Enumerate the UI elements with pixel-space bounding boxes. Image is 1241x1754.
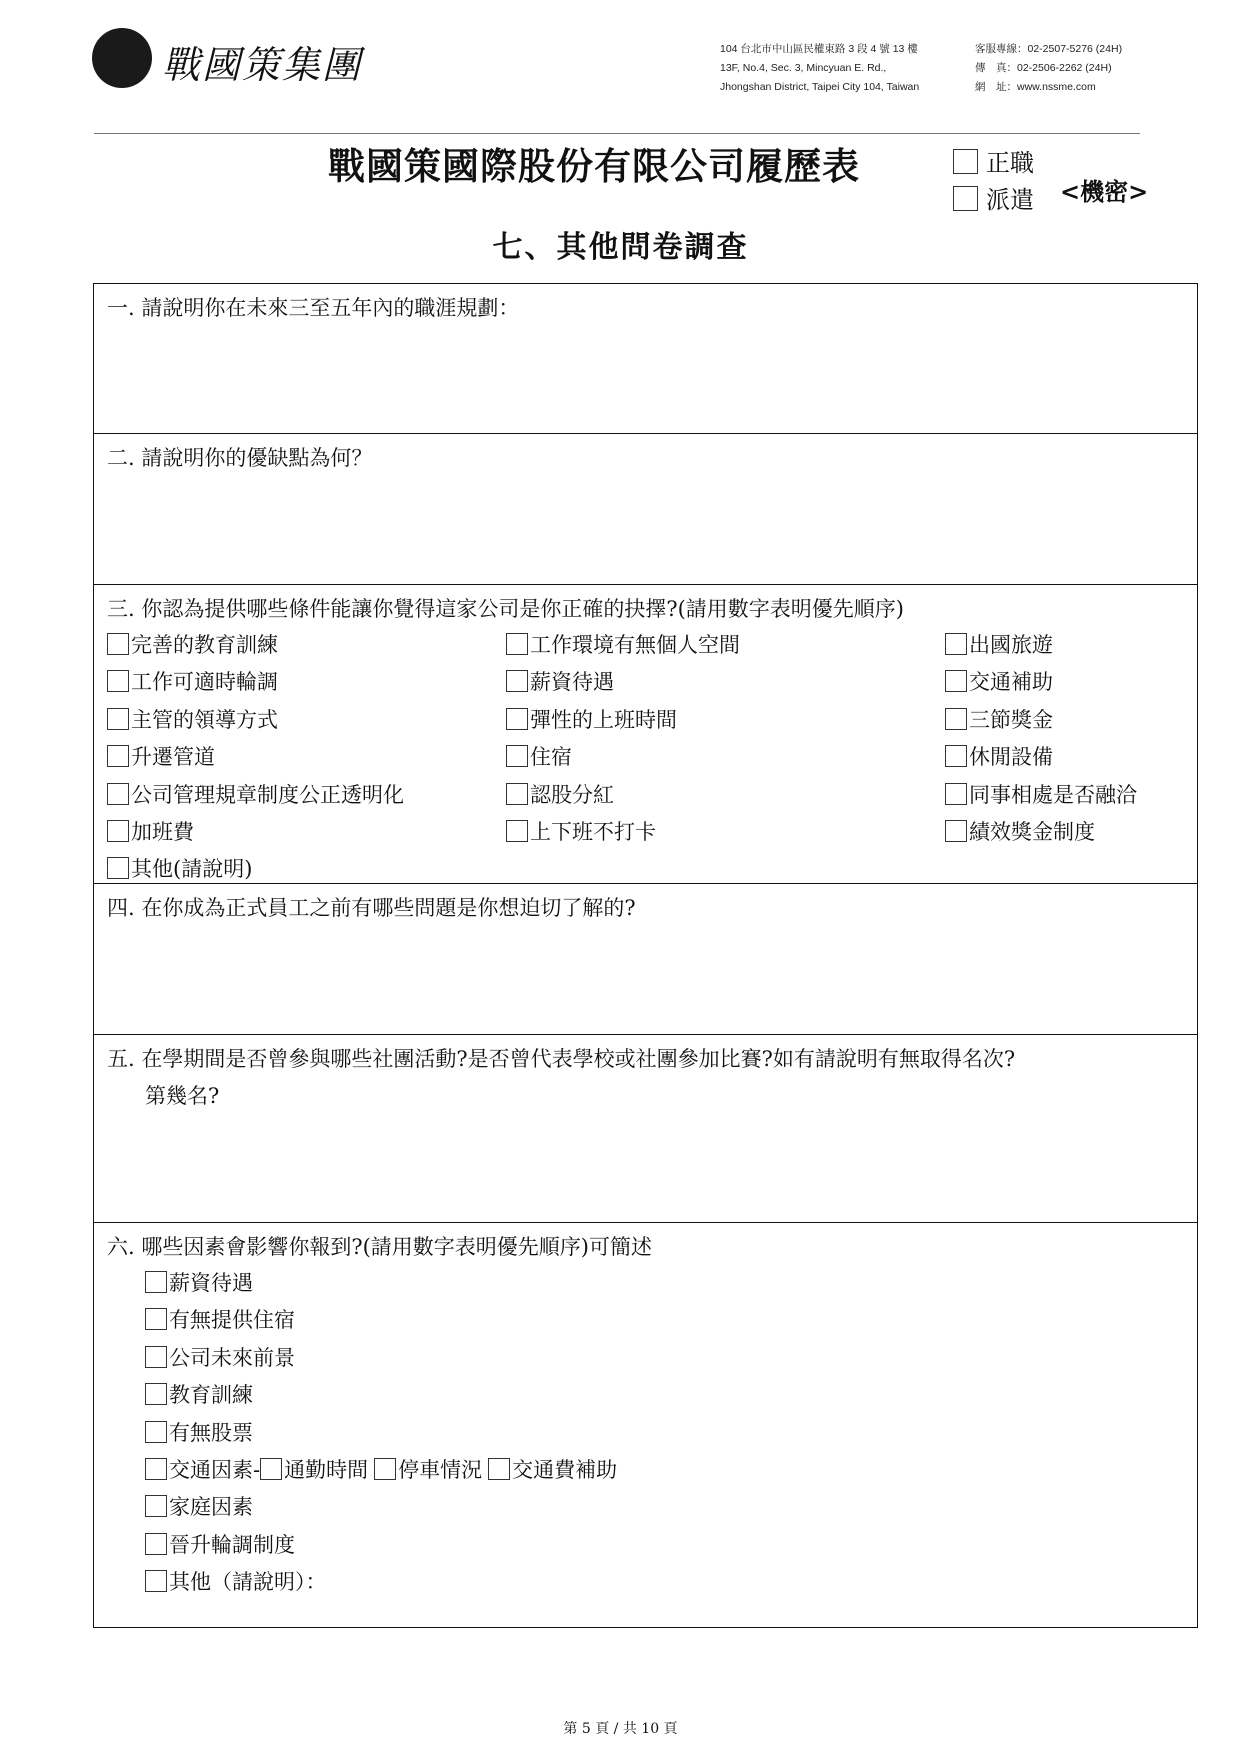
address-line: Jhongshan District, Taipei City 104, Taiwan (720, 81, 920, 93)
option-label: 其他（請說明）： (169, 1570, 327, 1594)
option-item[interactable] (107, 819, 194, 845)
option-label: 其他(請說明) (131, 857, 253, 881)
checkbox[interactable] (945, 745, 967, 767)
checkbox[interactable] (945, 820, 967, 842)
option-label: 家庭因素 (169, 1495, 253, 1519)
confidential-label: <機密> (1060, 177, 1149, 206)
question-label: 五. 在學期間是否曾參與哪些社團活動?是否曾代表學校或社團參加比賽?如有請說明有無取得名次? (107, 1047, 1016, 1071)
option-label: 認股分紅 (530, 783, 614, 807)
checkbox[interactable] (506, 708, 528, 730)
option-item[interactable] (506, 744, 572, 770)
question-4[interactable] (94, 884, 1197, 1035)
checkbox[interactable] (145, 1421, 167, 1443)
checkbox[interactable] (506, 670, 528, 692)
checkbox[interactable] (145, 1308, 167, 1330)
option-label: 工作可適時輪調 (131, 670, 278, 694)
option-item[interactable] (506, 782, 614, 808)
checkbox-label: 正職 (986, 149, 1034, 177)
question-label: 一. 請說明你在未來三至五年內的職涯規劃： (107, 296, 520, 320)
question-6 (94, 1223, 1197, 1629)
option-label: 薪資待遇 (530, 670, 614, 694)
option-item[interactable] (145, 1345, 295, 1371)
option-label: 加班費 (131, 820, 194, 844)
option-item[interactable] (145, 1420, 253, 1446)
logo-text: 戰國策集團 (162, 43, 363, 87)
option-label: 三節獎金 (969, 708, 1053, 732)
checkbox[interactable] (945, 633, 967, 655)
contact-fax: 傳 真：02-2506-2262 (24H) (975, 62, 1112, 74)
checkbox[interactable] (107, 745, 129, 767)
checkbox[interactable] (945, 783, 967, 805)
option-label: 完善的教育訓練 (131, 633, 278, 657)
question-label: 二. 請說明你的優缺點為何？ (107, 446, 373, 470)
option-label: 薪資待遇 (169, 1271, 253, 1295)
option-item[interactable] (945, 819, 1095, 845)
sub-option-label: 停車情況 (398, 1458, 483, 1482)
checkbox[interactable] (506, 783, 528, 805)
checkbox[interactable] (107, 783, 129, 805)
question-label: 四. 在你成為正式員工之前有哪些問題是你想迫切了解的? (107, 896, 636, 920)
option-item[interactable] (506, 669, 614, 695)
checkbox[interactable] (107, 670, 129, 692)
checkbox[interactable] (945, 670, 967, 692)
option-label: 休閒設備 (969, 745, 1053, 769)
company-address (720, 40, 919, 97)
checkbox[interactable] (945, 708, 967, 730)
option-label: 出國旅遊 (969, 633, 1053, 657)
option-item[interactable] (107, 632, 278, 658)
logo-emblem (92, 28, 152, 88)
option-item[interactable] (107, 782, 404, 808)
option-item[interactable] (107, 744, 215, 770)
option-item[interactable] (506, 632, 740, 658)
checkbox[interactable] (953, 186, 978, 211)
checkbox[interactable] (145, 1346, 167, 1368)
checkbox[interactable] (953, 149, 978, 174)
option-item[interactable] (506, 819, 656, 845)
header-divider (94, 133, 1140, 134)
sub-option-label: 通勤時間 (284, 1458, 369, 1482)
checkbox[interactable] (506, 633, 528, 655)
option-item[interactable] (945, 669, 1053, 695)
option-item-transport[interactable] (145, 1457, 617, 1483)
option-label: 住宿 (530, 745, 572, 769)
option-item[interactable] (945, 632, 1053, 658)
option-label: 交通補助 (969, 670, 1053, 694)
option-label: 有無股票 (169, 1421, 253, 1445)
checkbox[interactable] (145, 1383, 167, 1405)
option-item[interactable] (107, 856, 252, 882)
question-label-continued: 第幾名? (145, 1084, 220, 1108)
checkbox[interactable] (145, 1458, 167, 1480)
checkbox[interactable] (145, 1533, 167, 1555)
question-3 (94, 585, 1197, 884)
address-line: 13F, No.4, Sec. 3, Mincyuan E. Rd., (720, 62, 887, 74)
checkbox[interactable] (506, 745, 528, 767)
question-1[interactable] (94, 284, 1197, 434)
checkbox[interactable] (107, 857, 129, 879)
option-item[interactable] (145, 1532, 295, 1558)
option-item[interactable] (145, 1307, 295, 1333)
option-label: 主管的領導方式 (131, 708, 278, 732)
sub-option-label: 交通費補助 (512, 1458, 618, 1482)
page-title: 戰國策國際股份有限公司履歷表 (328, 144, 860, 188)
checkbox[interactable] (107, 708, 129, 730)
contact-phone: 客服專線：02-2507-5276 (24H) (975, 43, 1123, 55)
checkbox[interactable] (145, 1271, 167, 1293)
address-line: 104 台北市中山區民權東路 3 段 4 號 13 樓 (720, 43, 918, 55)
company-contact (975, 40, 1122, 97)
checkbox[interactable] (107, 633, 129, 655)
checkbox-parking[interactable] (374, 1458, 396, 1480)
checkbox-transport-allowance[interactable] (488, 1458, 510, 1480)
option-item[interactable] (945, 782, 1137, 808)
checkbox[interactable] (506, 820, 528, 842)
option-label: 公司管理規章制度公正透明化 (131, 783, 404, 807)
option-item[interactable] (945, 707, 1053, 733)
question-label: 三. 你認為提供哪些條件能讓你覺得這家公司是你正確的抉擇?(請用數字表明優先順序) (107, 597, 904, 621)
option-item[interactable] (145, 1569, 327, 1595)
section-title: 七、其他問卷調查 (492, 230, 749, 265)
option-label: 晉升輪調制度 (169, 1533, 295, 1557)
checkbox[interactable] (145, 1495, 167, 1517)
option-label: 教育訓練 (169, 1383, 253, 1407)
contact-website: 網 址：www.nssme.com (975, 81, 1096, 93)
option-label: 彈性的上班時間 (530, 708, 677, 732)
question-5[interactable] (94, 1035, 1197, 1223)
checkbox[interactable] (107, 820, 129, 842)
option-label: 工作環境有無個人空間 (530, 633, 740, 657)
option-item[interactable] (945, 744, 1053, 770)
option-label: 同事相處是否融洽 (969, 783, 1137, 807)
option-item[interactable] (107, 669, 278, 695)
option-label: 公司未來前景 (169, 1346, 295, 1370)
option-label: 升遷管道 (131, 745, 215, 769)
page-number: 第 5 頁 / 共 10 頁 (563, 1721, 678, 1737)
checkbox-commute[interactable] (260, 1458, 282, 1480)
employment-type-dispatch[interactable] (953, 180, 1034, 215)
option-item[interactable] (107, 707, 278, 733)
option-item[interactable] (506, 707, 677, 733)
question-label: 六. 哪些因素會影響你報到?(請用數字表明優先順序)可簡述 (107, 1235, 652, 1259)
option-label: 上下班不打卡 (530, 820, 656, 844)
checkbox[interactable] (145, 1570, 167, 1592)
option-label: 交通因素- (169, 1458, 261, 1482)
employment-type-fulltime[interactable] (953, 143, 1034, 178)
option-item[interactable] (145, 1270, 253, 1296)
question-2[interactable] (94, 434, 1197, 585)
option-item[interactable] (145, 1382, 253, 1408)
option-label: 有無提供住宿 (169, 1308, 295, 1332)
questionnaire-table (93, 283, 1198, 1628)
option-label: 績效獎金制度 (969, 820, 1095, 844)
checkbox-label: 派遣 (986, 186, 1034, 214)
option-item[interactable] (145, 1494, 253, 1520)
